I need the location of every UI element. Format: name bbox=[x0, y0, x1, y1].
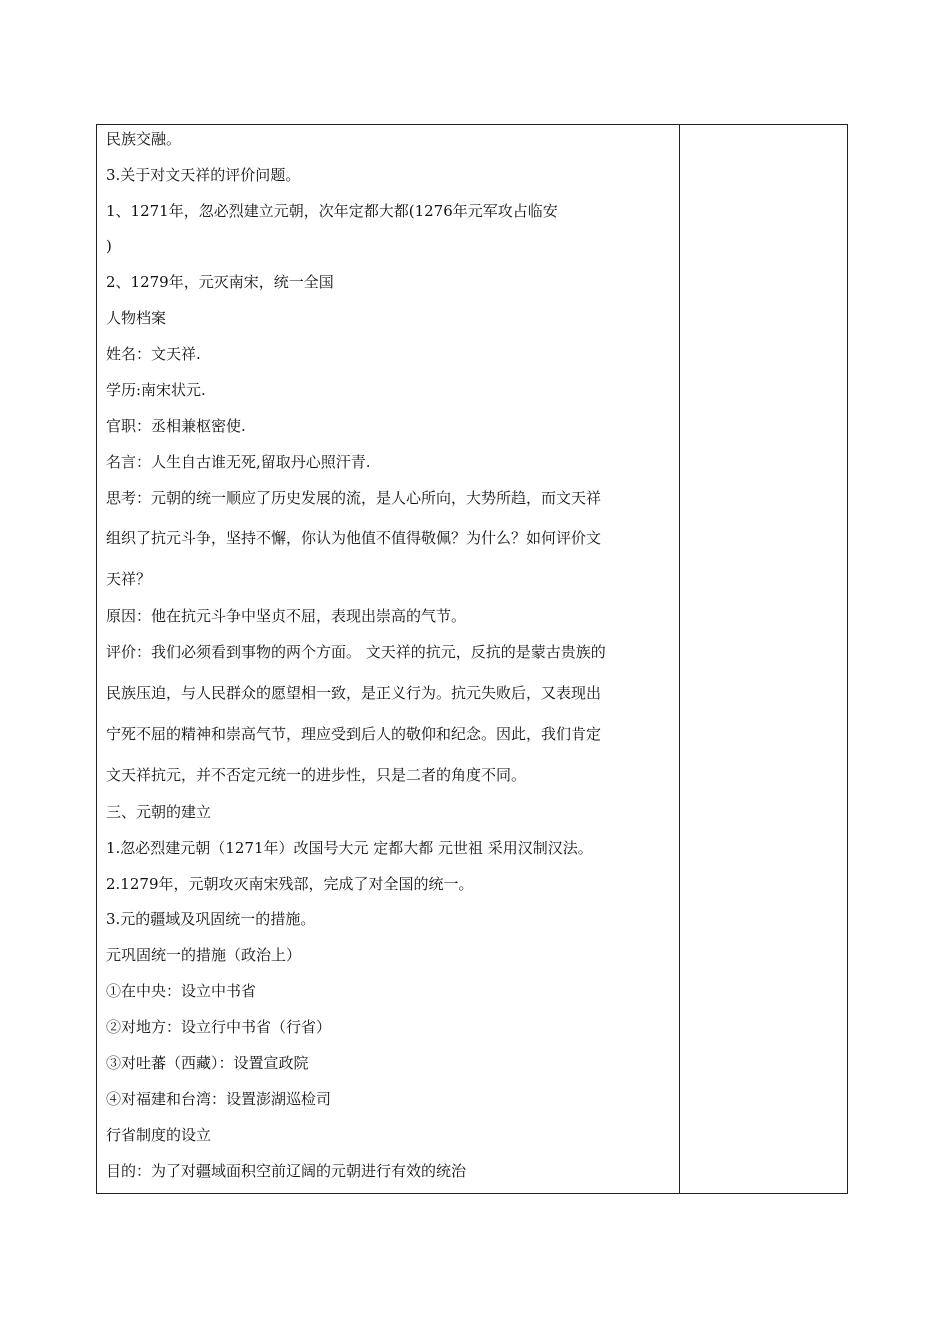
text-line: 思考：元朝的统一顺应了历史发展的流，是人心所向，大势所趋，而文天祥 bbox=[106, 489, 602, 507]
text-line: 学历:南宋状元. bbox=[106, 381, 206, 399]
text-line: 3.关于对文天祥的评价问题。 bbox=[106, 166, 301, 184]
text-line: ③对吐蕃（西藏）：设置宣政院 bbox=[106, 1054, 309, 1072]
content-column bbox=[97, 125, 680, 1193]
text-line: 组织了抗元斗争，坚持不懈，你认为他值不值得敬佩？为什么？如何评价文 bbox=[106, 529, 602, 547]
text-line: 天祥？ bbox=[106, 570, 152, 588]
text-line: 姓名：文天祥. bbox=[106, 345, 201, 363]
text-line: ①在中央：设立中书省 bbox=[106, 982, 257, 1000]
text-line: 1.忽必烈建元朝（1271年）改国号大元 定都大都 元世祖 采用汉制汉法。 bbox=[106, 839, 593, 857]
text-line: 2、1279年，元灭南宋，统一全国 bbox=[106, 273, 334, 291]
text-line: 人物档案 bbox=[106, 309, 167, 327]
text-line: 元巩固统一的措施（政治上） bbox=[106, 946, 302, 964]
text-line: 2.1279年，元朝攻灭南宋残部，完成了对全国的统一。 bbox=[106, 875, 474, 893]
text-line: 目的：为了对疆域面积空前辽阔的元朝进行有效的统治 bbox=[106, 1162, 467, 1180]
text-line: 三、元朝的建立 bbox=[106, 803, 212, 821]
text-line: 宁死不屈的精神和崇高气节，理应受到后人的敬仰和纪念。因此，我们肯定 bbox=[106, 725, 602, 743]
text-line: 官职：丞相兼枢密使. bbox=[106, 417, 246, 435]
document-table bbox=[96, 124, 848, 1194]
text-line: 评价：我们必须看到事物的两个方面。 文天祥的抗元，反抗的是蒙古贵族的 bbox=[106, 643, 606, 661]
text-line: 原因：他在抗元斗争中坚贞不屈，表现出崇高的气节。 bbox=[106, 607, 467, 625]
text-line: 文天祥抗元，并不否定元统一的进步性，只是二者的角度不同。 bbox=[106, 766, 527, 784]
text-line: 民族交融。 bbox=[106, 130, 182, 148]
text-line: 3.元的疆域及巩固统一的措施。 bbox=[106, 910, 316, 928]
text-line: 民族压迫，与人民群众的愿望相一致，是正义行为。抗元失败后，又表现出 bbox=[106, 684, 602, 702]
notes-column bbox=[680, 125, 847, 1193]
text-line: 行省制度的设立 bbox=[106, 1126, 212, 1144]
text-line: ④对福建和台湾：设置澎湖巡检司 bbox=[106, 1090, 332, 1108]
text-line: ) bbox=[106, 237, 112, 255]
text-line: 名言：人生自古谁无死,留取丹心照汗青. bbox=[106, 453, 371, 471]
text-line: 1、1271年，忽必烈建立元朝，次年定都大都(1276年元军攻占临安 bbox=[106, 202, 558, 220]
text-line: ②对地方：设立行中书省（行省） bbox=[106, 1018, 332, 1036]
